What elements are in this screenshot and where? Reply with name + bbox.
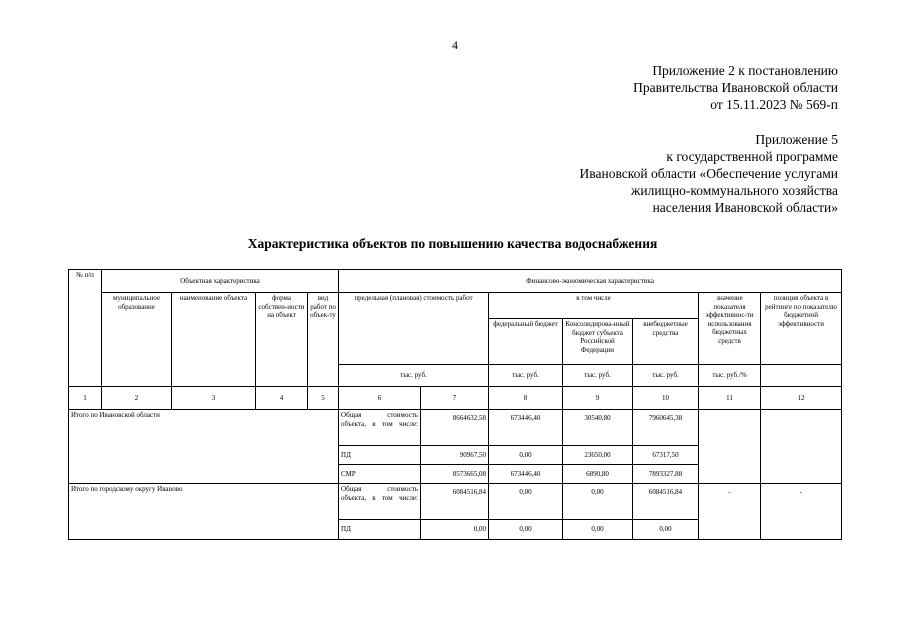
header-offbudget: внебюджетные средства (633, 319, 699, 365)
program-appendix-reference (580, 131, 838, 216)
efficiency-value: - (699, 484, 761, 540)
appendix-line: к государственной программе (666, 149, 838, 164)
rating-position (761, 410, 842, 484)
header-object-characteristic: Объектная характеристика (102, 270, 339, 293)
row-label: ПД (339, 446, 421, 465)
row-label: Общая стоимость объекта, в том числе: (339, 410, 421, 446)
consolidated-value: 0,00 (563, 484, 633, 520)
cost-value: 0,00 (421, 520, 489, 540)
cost-value: 8664632,58 (421, 410, 489, 446)
header-financial-characteristic: Финансово-экономическая характеристика (339, 270, 842, 293)
cost-value: 6084516,84 (421, 484, 489, 520)
unit-empty (761, 365, 842, 387)
row-label: СМР (339, 465, 421, 484)
offbudget-value: 6084516,84 (633, 484, 699, 520)
federal-value: 673446,40 (489, 465, 563, 484)
column-number: 7 (421, 387, 489, 410)
cost-value: 8573665,08 (421, 465, 489, 484)
city-total-name: Итого по городскому округу Иваново (69, 484, 339, 540)
rating-position: - (761, 484, 842, 540)
column-number: 8 (489, 387, 563, 410)
objects-table (68, 269, 842, 540)
appendix-line: от 15.11.2023 № 569-п (710, 97, 838, 112)
appendix-line: Приложение 2 к постановлению (652, 63, 838, 78)
appendix-line: Ивановской области «Обеспечение услугами (579, 166, 838, 181)
unit-offbudget: тыс. руб. (633, 365, 699, 387)
column-number: 11 (699, 387, 761, 410)
offbudget-value: 7893327,88 (633, 465, 699, 484)
header-work-type: вид работ по объек-ту (308, 293, 339, 387)
cost-value: 90967,50 (421, 446, 489, 465)
header-rating-position: позиция объекта в рейтинге по показателю бюджетной эффективности (761, 293, 842, 365)
federal-value: 0,00 (489, 520, 563, 540)
column-number: 12 (761, 387, 842, 410)
appendix-line: Правительства Ивановской области (633, 80, 838, 95)
header-ownership: форма собствен-ности на объект (256, 293, 308, 387)
column-number: 5 (308, 387, 339, 410)
row-label: Общая стоимость объекта, в том числе: (339, 484, 421, 520)
consolidated-value: 0,00 (563, 520, 633, 540)
unit-federal: тыс. руб. (489, 365, 563, 387)
page-number: 4 (452, 38, 458, 52)
appendix-line: жилищно-коммунального хозяйства (631, 183, 838, 198)
federal-value: 0,00 (489, 446, 563, 465)
header-federal: федеральный бюджет (489, 319, 563, 365)
unit-cost: тыс. руб. (339, 365, 489, 387)
federal-value: 673446,40 (489, 410, 563, 446)
consolidated-value: 30540,80 (563, 410, 633, 446)
offbudget-value: 67317,50 (633, 446, 699, 465)
column-number: 4 (256, 387, 308, 410)
header-cost: предельная (плановая) стоимость работ (339, 293, 489, 365)
column-number: 6 (339, 387, 421, 410)
federal-value: 0,00 (489, 484, 563, 520)
efficiency-value (699, 410, 761, 484)
unit-consolidated: тыс. руб. (563, 365, 633, 387)
header-object-name: наименование объекта (172, 293, 256, 387)
offbudget-value: 7960645,38 (633, 410, 699, 446)
header-efficiency-value: значение показателя эффективнос-ти использования бюджетных средств (699, 293, 761, 365)
column-number: 3 (172, 387, 256, 410)
appendix-reference (633, 62, 838, 113)
unit-efficiency: тыс. руб./% (699, 365, 761, 387)
appendix-line: населения Ивановской области» (652, 200, 838, 215)
region-total-name: Итого по Ивановской области (69, 410, 339, 484)
column-number: 9 (563, 387, 633, 410)
row-label: ПД (339, 520, 421, 540)
column-number: 1 (69, 387, 102, 410)
header-consolidated: Консолидирова-нный бюджет субъекта Российской Федерации (563, 319, 633, 365)
consolidated-value: 6890,80 (563, 465, 633, 484)
header-including: в том числе (489, 293, 699, 319)
appendix-line: Приложение 5 (755, 132, 838, 147)
document-title: Характеристика объектов по повышению качества водоснабжения (247, 236, 658, 251)
column-number: 10 (633, 387, 699, 410)
consolidated-value: 23650,00 (563, 446, 633, 465)
column-number: 2 (102, 387, 172, 410)
offbudget-value: 0,00 (633, 520, 699, 540)
header-number: № п/п (69, 270, 102, 387)
header-municipal: муниципальное образование (102, 293, 172, 387)
